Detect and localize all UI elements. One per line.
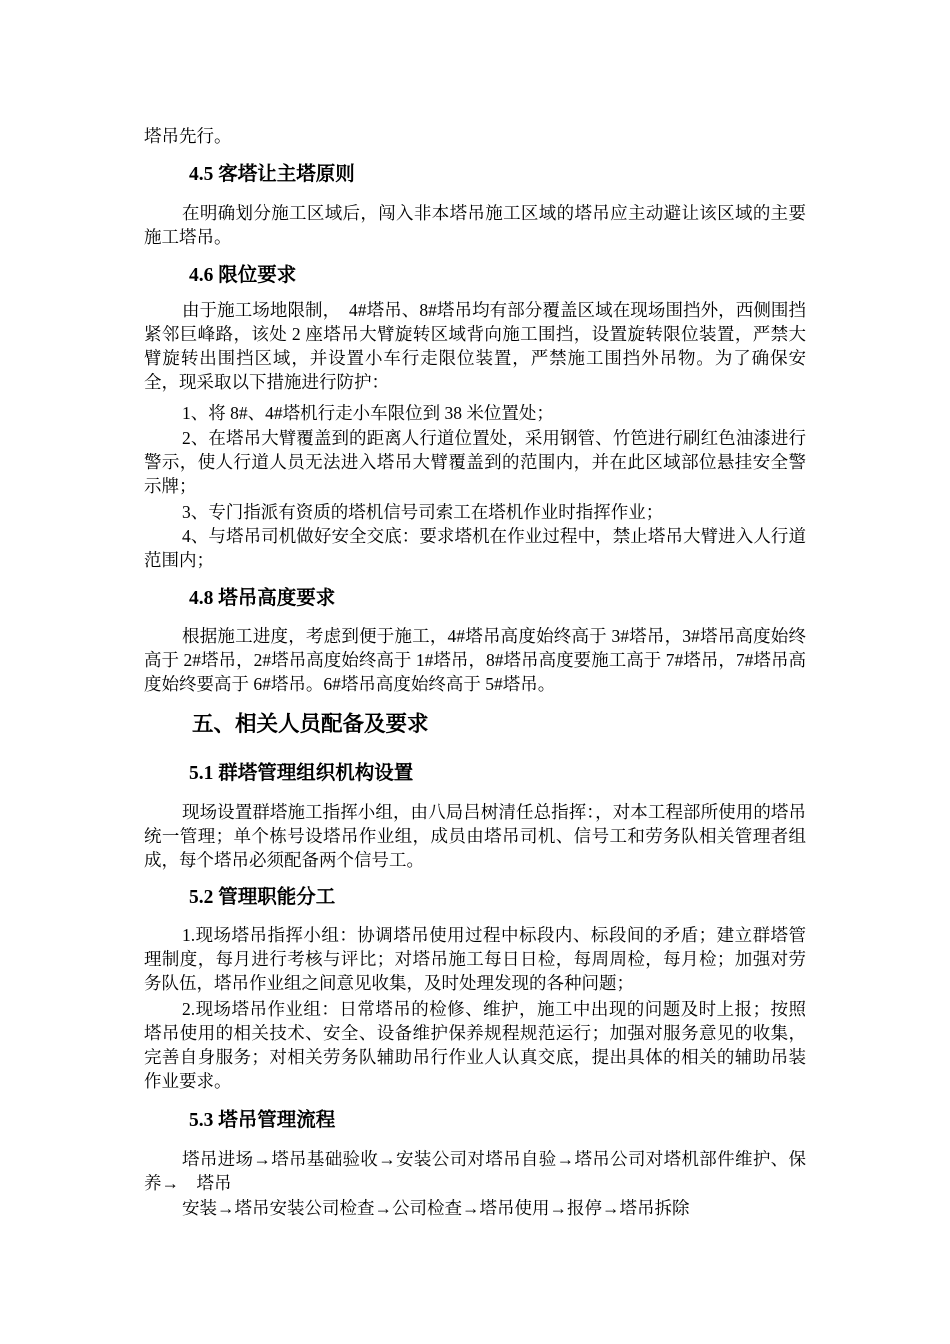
paragraph-4-6-item-4: 4、与塔吊司机做好安全交底：要求塔机在作业过程中，禁止塔吊大臂进入人行道范围内； [144, 526, 806, 570]
paragraph-5-2-item-1: 1.现场塔吊指挥小组：协调塔吊使用过程中标段内、标段间的矛盾；建立群塔管理制度，每月进行考核与评比；对塔吊施工每日日检，每周周检，每月检；加强对劳务队伍，塔吊作业组之间意见收集，及时处理发现的各种问题； [144, 925, 806, 993]
paragraph-5-2-item-2: 2.现场塔吊作业组：日常塔吊的检修、维护，施工中出现的问题及时上报；按照塔吊使用的相关技术、安全、设备维护保养规程规范运行；加强对服务意见的收集，完善自身服务；对相关劳务队辅助吊行作业人认真交底，提出具体的相关的辅助吊装作业要求。 [144, 999, 806, 1091]
heading-5-1: 5.1 群塔管理组织机构设置 [189, 763, 414, 784]
paragraph-4-6-main: 由于施工场地限制， 4#塔吊、8#塔吊均有部分覆盖区域在现场围挡外，西侧围挡紧邻巨峰路，该处 2 座塔吊大臂旋转区域背向施工围挡，设置旋转限位装置，严禁大臂旋转出围挡区域，并设置小车行走限位装置，严禁施工围挡外吊物。为了确保安全，现采取以下措施进行防护： [144, 300, 806, 392]
heading-4-6: 4.6 限位要求 [189, 265, 297, 286]
paragraph-5-1: 现场设置群塔施工指挥小组，由八局吕树清任总指挥：，对本工程部所使用的塔吊统一管理；单个栋号设塔吊作业组，成员由塔吊司机、信号工和劳务队相关管理者组成，每个塔吊必须配备两个信号工。 [144, 802, 806, 870]
heading-5-3: 5.3 塔吊管理流程 [189, 1110, 336, 1131]
paragraph-4-5: 在明确划分施工区域后，闯入非本塔吊施工区域的塔吊应主动避让该区域的主要施工塔吊。 [144, 203, 806, 247]
paragraph-4-6-item-1: 1、将 8#、4#塔机行走小车限位到 38 米位置处； [182, 403, 554, 423]
heading-4-8: 4.8 塔吊高度要求 [189, 588, 336, 609]
paragraph-intro: 塔吊先行。 [144, 126, 232, 146]
heading-4-5: 4.5 客塔让主塔原则 [189, 164, 355, 185]
heading-section-5: 五、相关人员配备及要求 [192, 712, 429, 736]
paragraph-4-6-item-2: 2、在塔吊大臂覆盖到的距离人行道位置处，采用钢管、竹笆进行刷红色油漆进行警示，使人行道人员无法进入塔吊大臂覆盖到的范围内，并在此区域部位悬挂安全警示牌； [144, 428, 806, 496]
paragraph-5-3-line-1: 塔吊进场→塔吊基础验收→安装公司对塔吊自验→塔吊公司对塔机部件维护、保养→ 塔吊 [144, 1149, 806, 1193]
paragraph-5-3-line-2: 安装→塔吊安装公司检查→公司检查→塔吊使用→报停→塔吊拆除 [182, 1198, 690, 1218]
paragraph-4-6-item-3: 3、专门指派有资质的塔机信号司索工在塔机作业时指挥作业； [182, 502, 664, 522]
paragraph-4-8: 根据施工进度，考虑到便于施工，4#塔吊高度始终高于 3#塔吊，3#塔吊高度始终高于 2#塔吊，2#塔吊高度始终高于 1#塔吊，8#塔吊高度要施工高于 7#塔吊，7#塔吊高度始终要高于 6#塔吊。6#塔吊高度始终高于 5#塔吊。 [144, 626, 806, 694]
heading-5-2: 5.2 管理职能分工 [189, 887, 336, 908]
